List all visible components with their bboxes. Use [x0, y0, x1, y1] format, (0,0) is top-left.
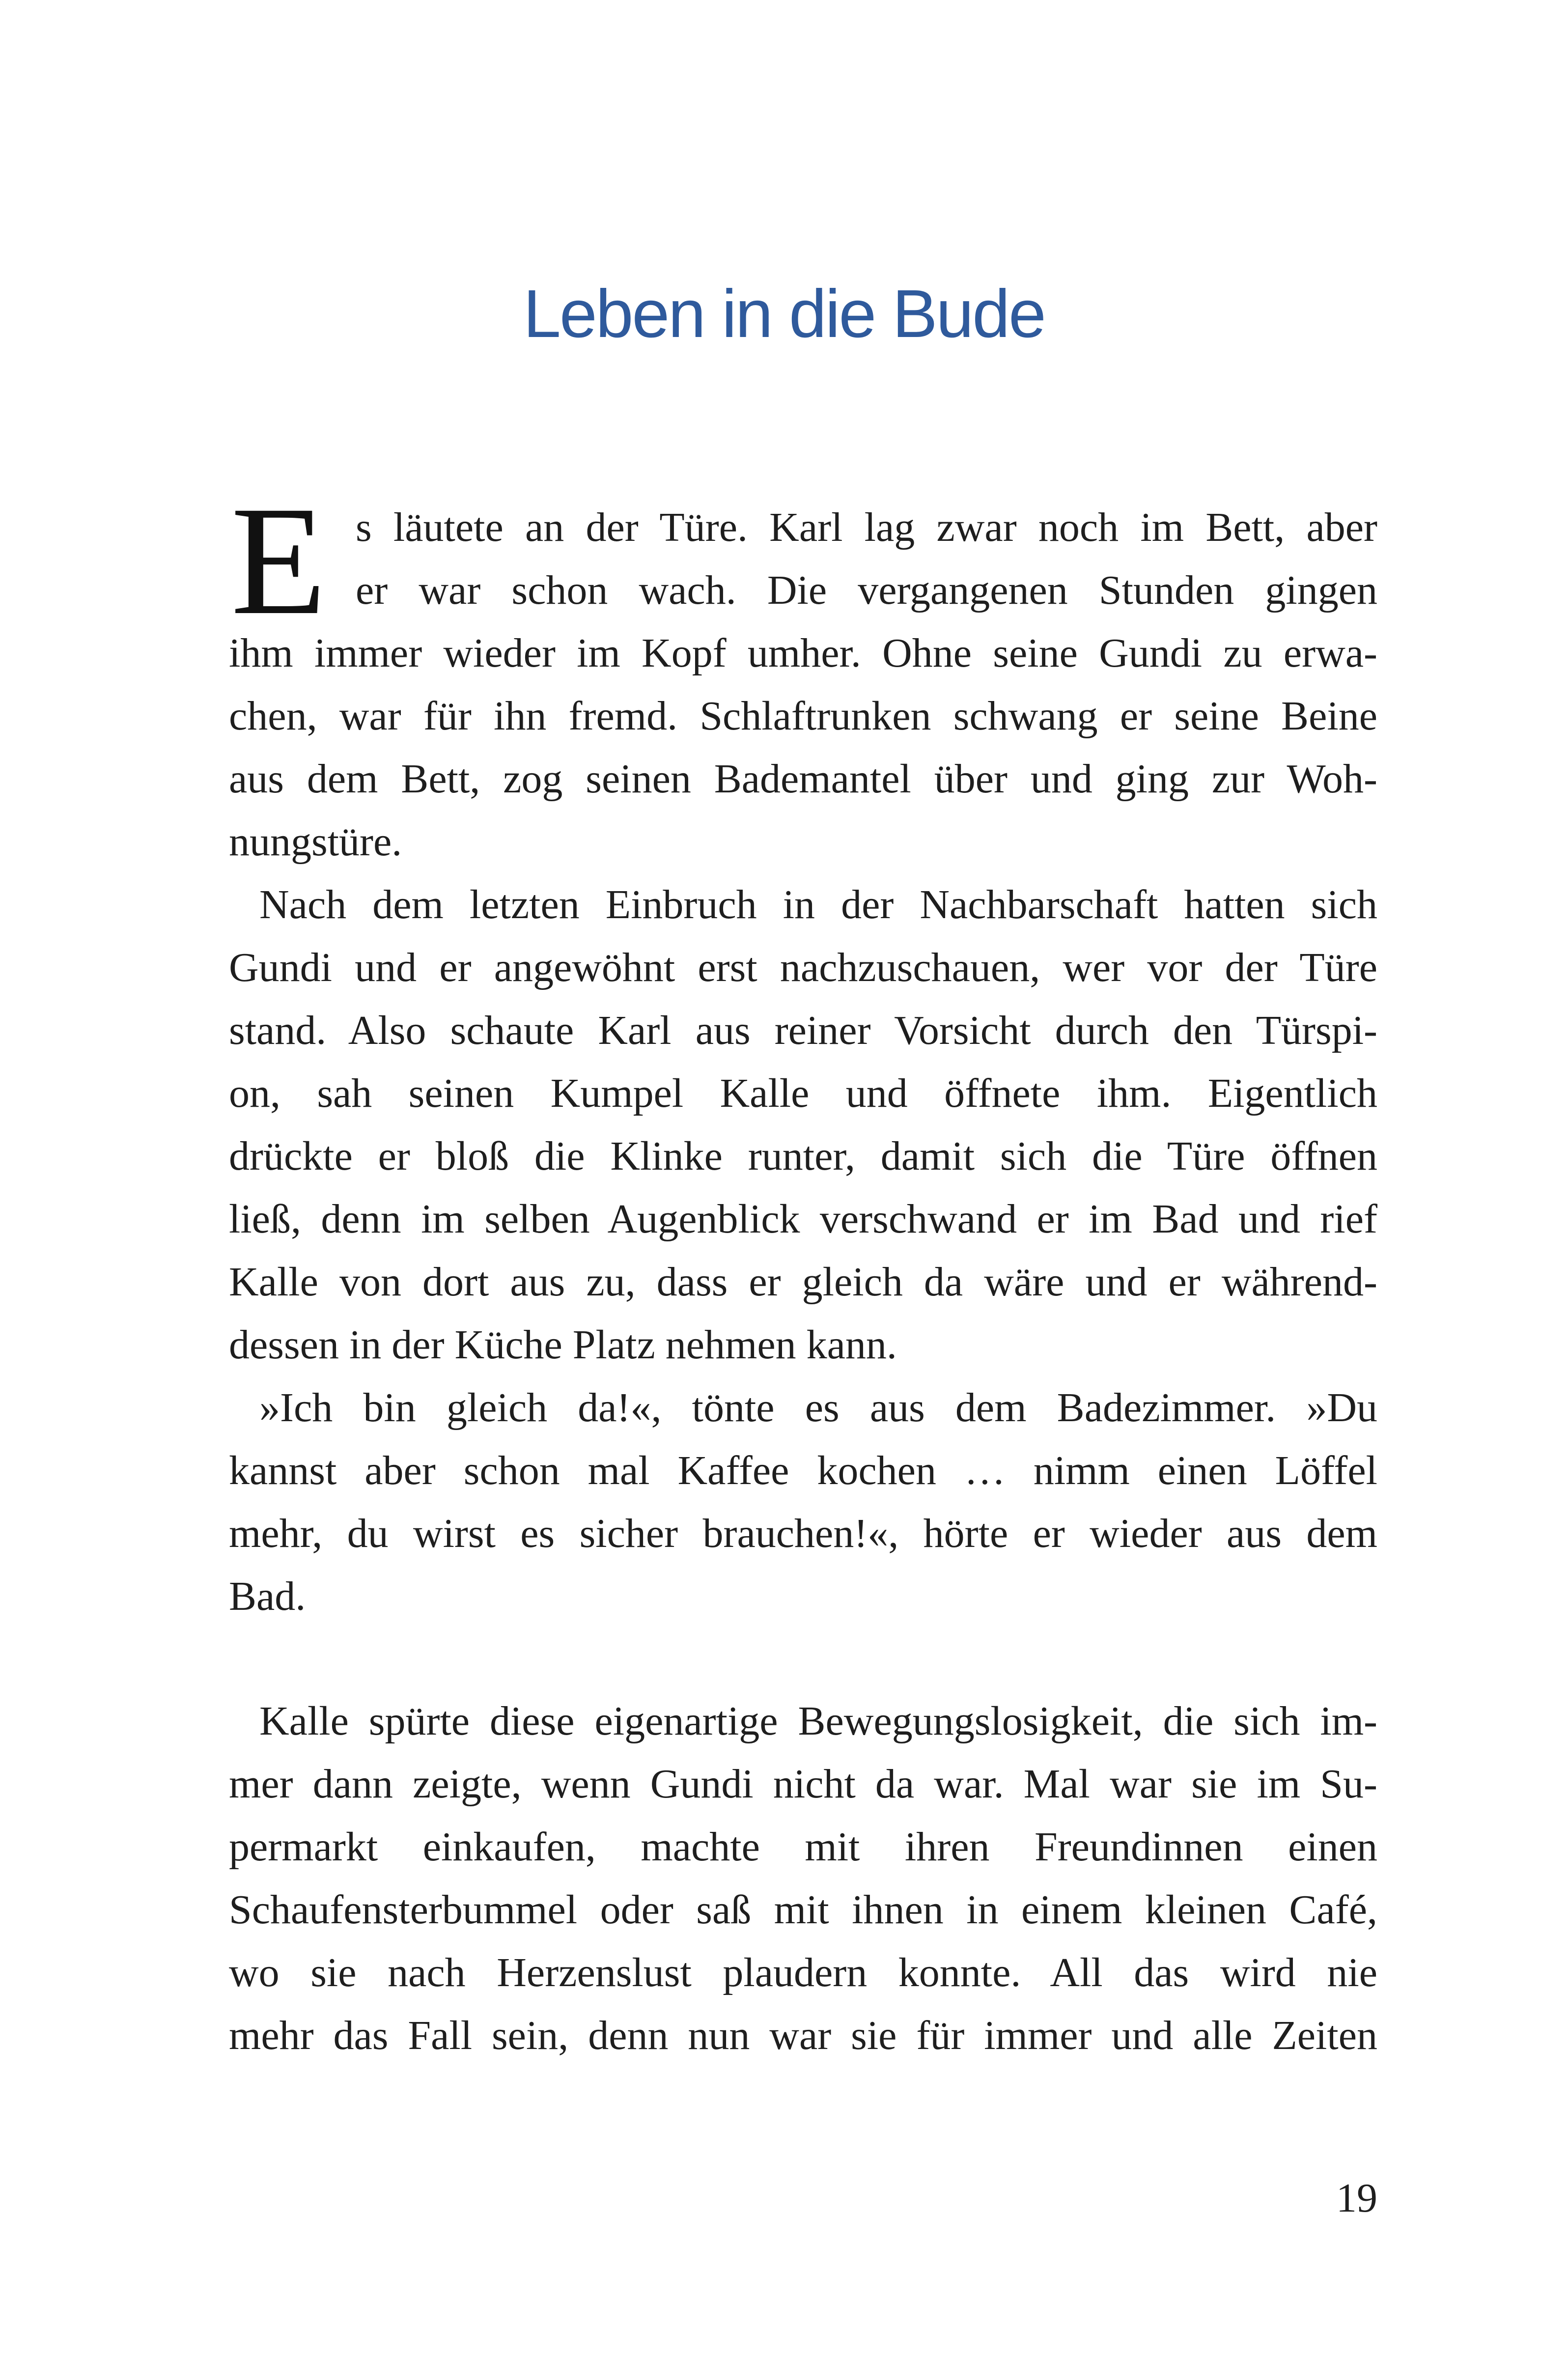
text-line: er war schon wach. Die vergangenen Stunden gingen: [356, 567, 1377, 613]
text-line: Bad.: [229, 1573, 306, 1619]
text-line: mer dann zeigte, wenn Gundi nicht da war. Mal war sie im Su-: [229, 1761, 1377, 1807]
drop-cap: E: [231, 474, 327, 647]
page-number: 19: [1336, 2175, 1377, 2221]
text-line: ließ, denn im selben Augenblick verschwand er im Bad und rief: [229, 1196, 1377, 1242]
text-line: dessen in der Küche Platz nehmen kann.: [229, 1322, 897, 1368]
text-line: permarkt einkaufen, machte mit ihren Freundinnen einen: [229, 1824, 1377, 1870]
text-line: ihm immer wieder im Kopf umher. Ohne seine Gundi zu erwa-: [229, 630, 1377, 676]
chapter-title: Leben in die Bude: [523, 276, 1045, 352]
text-line: stand. Also schaute Karl aus reiner Vorsicht durch den Türspi-: [229, 1008, 1377, 1053]
text-line: drückte er bloß die Klinke runter, damit sich die Türe öffnen: [229, 1133, 1377, 1179]
text-line: s läutete an der Türe. Karl lag zwar noch im Bett, aber: [356, 505, 1377, 550]
text-line: Nach dem letzten Einbruch in der Nachbarschaft hatten sich: [259, 882, 1377, 927]
text-line: Gundi und er angewöhnt erst nachzuschauen, wer vor der Türe: [229, 945, 1377, 990]
text-line: aus dem Bett, zog seinen Bademantel über und ging zur Woh-: [229, 756, 1377, 802]
text-line: chen, war für ihn fremd. Schlaftrunken schwang er seine Beine: [229, 693, 1377, 739]
text-line: on, sah seinen Kumpel Kalle und öffnete ihm. Eigentlich: [229, 1070, 1377, 1116]
text-line: mehr, du wirst es sicher brauchen!«, hörte er wieder aus dem: [229, 1511, 1377, 1556]
text-line: Kalle spürte diese eigenartige Bewegungslosigkeit, die sich im-: [259, 1698, 1377, 1744]
text-line: kannst aber schon mal Kaffee kochen … nimm einen Löffel: [229, 1448, 1377, 1493]
text-line: Kalle von dort aus zu, dass er gleich da wäre und er während-: [229, 1259, 1377, 1305]
text-line: mehr das Fall sein, denn nun war sie für immer und alle Zeiten: [229, 2013, 1377, 2058]
text-line: nungstüre.: [229, 819, 402, 865]
text-line: wo sie nach Herzenslust plaudern konnte. All das wird nie: [229, 1950, 1377, 1995]
text-line: Schaufensterbummel oder saß mit ihnen in einem kleinen Café,: [229, 1887, 1377, 1933]
text-line: »Ich bin gleich da!«, tönte es aus dem Badezimmer. »Du: [259, 1385, 1377, 1431]
